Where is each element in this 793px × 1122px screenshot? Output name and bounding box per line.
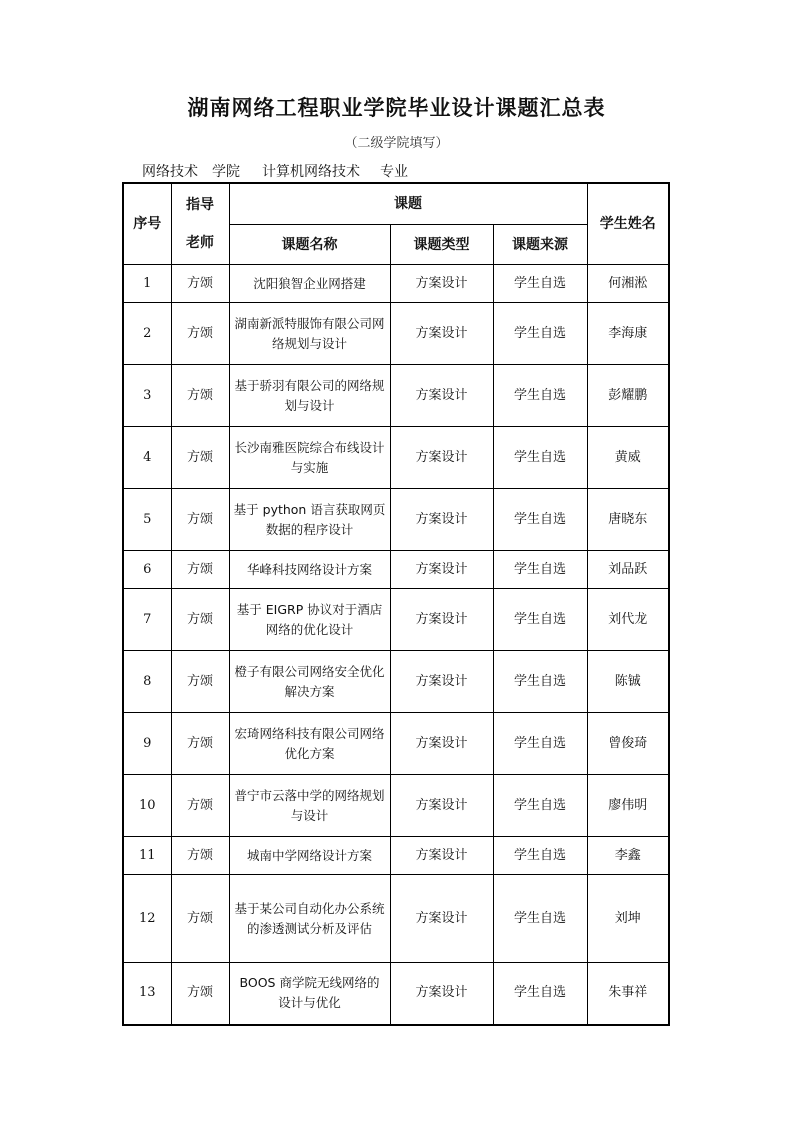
major-suffix: 专业: [380, 164, 408, 180]
cell-topic-source: 学生自选: [493, 365, 587, 427]
cell-topic-type: 方案设计: [390, 963, 493, 1025]
cell-topic-type: 方案设计: [390, 651, 493, 713]
table-row: [123, 365, 669, 427]
cell-topic-name: 长沙南雅医院综合布线设计与实施: [229, 427, 390, 489]
cell-topic-name: 普宁市云落中学的网络规划与设计: [229, 775, 390, 837]
cell-no: 3: [123, 365, 171, 427]
table-row: [123, 303, 669, 365]
cell-topic-type: 方案设计: [390, 551, 493, 589]
cell-student: 朱事祥: [587, 963, 669, 1025]
cell-student: 陈铖: [587, 651, 669, 713]
cell-student: 李鑫: [587, 837, 669, 875]
cell-topic-source: 学生自选: [493, 651, 587, 713]
cell-no: 7: [123, 589, 171, 651]
cell-student: 唐晓东: [587, 489, 669, 551]
cell-topic-type: 方案设计: [390, 427, 493, 489]
header-topic-name: 课题名称: [229, 225, 390, 265]
topics-table: [122, 182, 670, 1026]
header-no: 序号: [123, 183, 171, 265]
cell-advisor: 方颂: [171, 551, 229, 589]
header-topic-source: 课题来源: [493, 225, 587, 265]
cell-topic-type: 方案设计: [390, 489, 493, 551]
cell-no: 13: [123, 963, 171, 1025]
cell-topic-source: 学生自选: [493, 303, 587, 365]
table-row: [123, 551, 669, 589]
cell-no: 4: [123, 427, 171, 489]
header-student: 学生姓名: [587, 183, 669, 265]
cell-student: 刘代龙: [587, 589, 669, 651]
header-topic-group: 课题: [229, 183, 587, 225]
cell-topic-type: 方案设计: [390, 713, 493, 775]
table-row: [123, 265, 669, 303]
college-suffix: 学院: [212, 164, 240, 180]
cell-advisor: 方颂: [171, 303, 229, 365]
cell-student: 李海康: [587, 303, 669, 365]
cell-no: 5: [123, 489, 171, 551]
table-row: [123, 775, 669, 837]
cell-topic-name: 基于骄羽有限公司的网络规划与设计: [229, 365, 390, 427]
cell-topic-source: 学生自选: [493, 265, 587, 303]
cell-advisor: 方颂: [171, 489, 229, 551]
cell-topic-source: 学生自选: [493, 489, 587, 551]
cell-topic-name: 基于 EIGRP 协议对于酒店网络的优化设计: [229, 589, 390, 651]
cell-student: 彭耀鹏: [587, 365, 669, 427]
page-title: 湖南网络工程职业学院毕业设计课题汇总表: [187, 96, 606, 120]
cell-student: 何湘淞: [587, 265, 669, 303]
cell-advisor: 方颂: [171, 837, 229, 875]
cell-no: 2: [123, 303, 171, 365]
cell-student: 曾俊琦: [587, 713, 669, 775]
cell-topic-type: 方案设计: [390, 265, 493, 303]
cell-topic-source: 学生自选: [493, 837, 587, 875]
table-row: [123, 875, 669, 963]
cell-topic-source: 学生自选: [493, 963, 587, 1025]
table-row: [123, 963, 669, 1025]
cell-topic-type: 方案设计: [390, 837, 493, 875]
cell-topic-name: 城南中学网络设计方案: [229, 837, 390, 875]
table-row: [123, 837, 669, 875]
cell-advisor: 方颂: [171, 963, 229, 1025]
college-name: 网络技术: [122, 161, 210, 183]
cell-advisor: 方颂: [171, 265, 229, 303]
cell-topic-type: 方案设计: [390, 875, 493, 963]
cell-student: 刘坤: [587, 875, 669, 963]
cell-advisor: 方颂: [171, 775, 229, 837]
cell-topic-name: BOOS 商学院无线网络的设计与优化: [229, 963, 390, 1025]
cell-topic-name: 基于 python 语言获取网页数据的程序设计: [229, 489, 390, 551]
cell-topic-type: 方案设计: [390, 365, 493, 427]
cell-advisor: 方颂: [171, 713, 229, 775]
cell-topic-source: 学生自选: [493, 875, 587, 963]
cell-no: 1: [123, 265, 171, 303]
cell-topic-type: 方案设计: [390, 303, 493, 365]
cell-topic-name: 基于某公司自动化办公系统的渗透测试分析及评估: [229, 875, 390, 963]
cell-advisor: 方颂: [171, 651, 229, 713]
cell-no: 12: [123, 875, 171, 963]
table-row: [123, 427, 669, 489]
cell-topic-source: 学生自选: [493, 775, 587, 837]
cell-no: 8: [123, 651, 171, 713]
major-name: 计算机网络技术: [244, 161, 378, 183]
page-subtitle: （二级学院填写）: [344, 136, 449, 151]
cell-topic-name: 沈阳狼智企业网搭建: [229, 265, 390, 303]
header-advisor-label: 指导老师: [185, 197, 214, 251]
header-topic-type: 课题类型: [390, 225, 493, 265]
cell-no: 9: [123, 713, 171, 775]
cell-topic-name: 宏琦网络科技有限公司网络优化方案: [229, 713, 390, 775]
cell-advisor: 方颂: [171, 875, 229, 963]
cell-topic-type: 方案设计: [390, 589, 493, 651]
cell-student: 刘品跃: [587, 551, 669, 589]
cell-student: 廖伟明: [587, 775, 669, 837]
cell-topic-name: 橙子有限公司网络安全优化解决方案: [229, 651, 390, 713]
cell-topic-source: 学生自选: [493, 589, 587, 651]
cell-topic-source: 学生自选: [493, 713, 587, 775]
cell-topic-name: 华峰科技网络设计方案: [229, 551, 390, 589]
cell-topic-type: 方案设计: [390, 775, 493, 837]
table-row: [123, 651, 669, 713]
cell-no: 11: [123, 837, 171, 875]
cell-topic-name: 湖南新派特服饰有限公司网络规划与设计: [229, 303, 390, 365]
table-row: [123, 589, 669, 651]
cell-advisor: 方颂: [171, 427, 229, 489]
cell-no: 6: [123, 551, 171, 589]
cell-advisor: 方颂: [171, 589, 229, 651]
department-line: [122, 161, 410, 183]
table-row: [123, 713, 669, 775]
cell-no: 10: [123, 775, 171, 837]
cell-topic-source: 学生自选: [493, 551, 587, 589]
cell-topic-source: 学生自选: [493, 427, 587, 489]
cell-student: 黄威: [587, 427, 669, 489]
table-row: [123, 489, 669, 551]
header-advisor: [171, 183, 229, 265]
cell-advisor: 方颂: [171, 365, 229, 427]
